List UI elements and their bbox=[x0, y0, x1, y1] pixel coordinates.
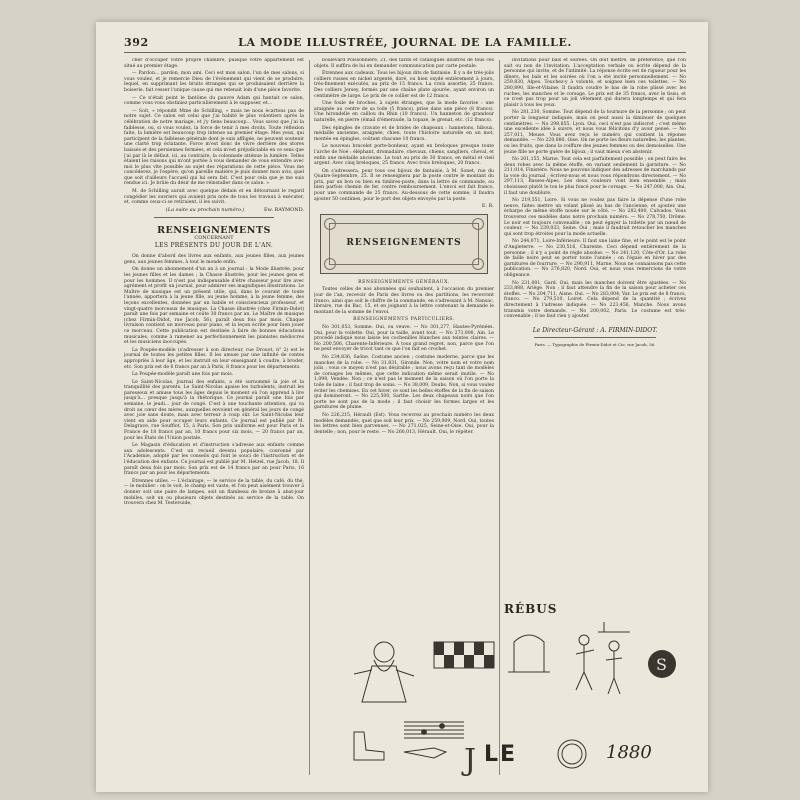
paragraph: On donne d'abord des livres aux enfants, aux jeunes filles, aux jeunes gens, aux jeunes femmes, à tout le monde enfin. bbox=[124, 254, 304, 265]
paragraph: No 234,836, Saône. Costume ancien ; costume moderne, parce que les manches de la robe. — No 31,831, Gironde. Non, votre nom et votre nom jolis ; vous ce moyen n'est pas désirable ; nous avons reçu tant de modèles de corsages les mêmes, que cette indication même serait inutile. — No 1,098, Vendée. Non ; ce n'est pas le moment de la saison où l'on porte la toile de laine ; il faut trop de soins. — No 38,009, Doubs. Non, si vous voulez éviter les chemises. En cet hiver, ce sont les belles étoffes de la fin de saison qui domineront. — No 225,500, Sarthe. Les deux chapeaux noirs que l'on porte ne sont pas de la mode ; il faut choisir les formes larges et les garnitures de plume. bbox=[314, 354, 494, 411]
medallion-icon bbox=[558, 740, 586, 768]
journal-title: LA MODE ILLUSTRÉE, JOURNAL DE LA FAMILLE. bbox=[238, 36, 572, 49]
page-number: 392 bbox=[124, 36, 149, 49]
paragraph: Des épingles de cravate et de brides de chapeaux : hannetons, hiboux, médaille ancienne, araignée, chien, toute l'histoire naturelle en un mot, montée en épingles, coûtant chacune 10 francs. bbox=[314, 125, 494, 142]
paragraph: No 301,053, Somme. Oui, ou veuve. — No 301,277, Hautes-Pyrénées. Oui, pour la voilette. Oui, pour la taille, avant tout. — No 273,000, Ain. Le procédé indiqué nous laisse les cochenilles blanches aux teintes claires. — No 200,506, Charente-Inférieure. À tous grand regret, non, parce que l'on ne peut envoyer de tricot tant ce que l'on fait en crochet. bbox=[314, 325, 494, 353]
rebus-year-text: 1880 bbox=[606, 742, 652, 763]
plate-title: RENSEIGNEMENTS bbox=[346, 238, 462, 249]
newspaper-page bbox=[96, 22, 708, 792]
rebus-puzzle bbox=[314, 602, 686, 782]
hand-icon bbox=[404, 748, 446, 758]
paragraph: No 231,001, Gard. Oui, mais les manches doivent être ajustées. — No 233,888, Ariège. Non ; il faut attendre la fin de la saison pour acheter ces étoffes. — No 204,711, Aisne. Oui. — No 283,004, Var. Le prix est de 8 francs, franco. — No 279,510, Loiret. Cela dépend de la quantité ; écrivez directement à l'adresse indiquée. — No 223,456, Manche. Nous avons transmis votre demande. — No 200,002, Paris. Le costume est très-convenable ; il ne faut rien y ajouter. bbox=[504, 280, 686, 320]
musical-staff-icon bbox=[404, 722, 464, 738]
paragraph: Le Magasin d'éducation et d'instruction s'adresse aux enfants comme aux adolescents. C'est un recueil devenu populaire, couronné par l'Académie, adopté par les conseils qui font le souci de l'instruction et de l'éducation des enfants. Ce journal est publié par M. Hetzel, rue Jacob, 18. Il paraît deux fois par mois. Son prix est de 14 francs par an pour Paris, 16 francs par an pour les départements. bbox=[124, 443, 304, 477]
foot-icon bbox=[354, 732, 384, 760]
plate-frame bbox=[329, 223, 479, 265]
paragraph: Toutes celles de nos abonnées qui souhaitent, à l'occasion du premier jour de l'an, recevoir de Paris des livres ou des partitions, les recevront franco, ainsi que soit le chiffre de la commande, en s'adressant à M. Nansac, libraire, rue du Bac, 15, et en joignant à la lettre contenant la demande le montant de la somme de l'envoi. bbox=[314, 287, 494, 315]
paragraph: invitations pour bals et soirées. On doit mettre, de préférence, que l'on sait ou non de l'invitation. L'acceptation verbale ou écrite dépend de la personne qui invite, et de l'intimité. La réponse écrite est de rigueur pour les dîners, les bals et les soirées où l'on a été invité personnellement. — No 259,830, Alpes. Touchez-y à volonté, et soignez bien ces toilettes. — No 280,890, Ille-et-Vilaine. Il faudra coudre le bas de la robe plissé avec les ruches, les manches et le corsage. Le prix est de 35 francs, avec le tissu, et ce n'est pas trop pour un joli vêtement qui durera longtemps et qui fera plaisir à tous les yeux. bbox=[504, 58, 686, 108]
paragraph: Étrennes aux cadeaux. Tous les bijoux dits de fantaisie. Il y a de très-jolis colliers russes en nickel argenté, doré, ou bien oxydé entièrement à jours, très-finement exécutés, au prix de 15 francs. La croix assortie, 25 francs. Des colliers Jersey, formés par une chaîne plate ajourée, ayant environ un centimètre de large. Le prix de ce collier est de 12 francs. bbox=[314, 71, 494, 99]
director-signature: Le Directeur-Gérant : A. FIRMIN-DIDOT. bbox=[532, 326, 658, 334]
workers-figure bbox=[576, 622, 630, 694]
paragraph: On s'adressera, pour tous ces bijoux de fantaisie, à M. Sonet, rue du Quatre-Septembre, 25. Il se renseignera par la poste contre le montant du prix, par un bon ou bien en timbres-poste, dans la lettre de commande, ou bien parfois chemin de fer, contre remboursement. L'envoi est fait franco, pour une commande de 25 francs. Au-dessous de cette somme, il faudra ajouter 50 centimes, pour le port des objets envoyés par la poste. bbox=[314, 168, 494, 202]
divider bbox=[154, 217, 274, 218]
paragraph: Étrennes utiles. — L'éclairage, — le service de la table, du café, du thé, — le mobilier : on le voit, le champ est vaste, et l'on peut aisément trouver à donner soit une paire de lampes, soit un flambeau de bronze à abat-jour mobiles, soit un ou plusieurs objets destinés au service de la table. On trouvera chez M. Testevuide, bbox=[124, 478, 304, 507]
svg-text:J: J bbox=[464, 743, 477, 778]
arch-icon bbox=[508, 635, 550, 672]
paragraph: Le nouveau bracelet porte-bonheur, ayant en breloques presque toute l'arche de Noé : éléphant, dromadaire, chevaux, chiens, sangliers, cheval, et enfin une médaille ancienne. Le tout au prix de 30 francs, en métal et vieil argent. Avec cinq breloques, 25 francs. Avec trois breloques, 20 francs. bbox=[314, 144, 494, 167]
paragraph: — Soit, » répondit Mme de Schilling, « mais ne nous écartons pas de notre sujet. Ce salon est celui que j'ai habité le plus volontiers après la célébration de notre mariage, et j'y tiens beaucoup... Vous savez que j'ai la faiblesse, ou, si vous voulez, la force de tenir à mes droits. Toute réflexion faite, la lumière est beaucoup trop intense au premier étage. Mes yeux, qui participent de la faiblesse générale dont je suis affligée, ne peuvent soutenir une clarté trop éclatante. Force m'est donc de vivre derrière des stores baissés et des persiennes fermées, et cela m'est préjudiciable en ce sens que j'ai par là le défaut, ici, au contraire, la colonnade atténue la lumière. Telles étaient les raisons qui m'ont portée à vous demander de vous entendre avec moi le plus vite possible au sujet des réparations de cette pièce. Vous me concéderez, je l'espère, qu'on pareille matière je puis donner mon avis, quel que soit d'ailleurs l'accueil qui lui sera fait. C'est pour cela que je me suis rendue ici. Je brûle du désir de me réinstaller dans ce salon. » bbox=[124, 108, 304, 187]
story-byline bbox=[124, 208, 304, 214]
rebus-le-text: LE bbox=[484, 742, 518, 767]
paragraph: No 219,551, Loire. Si vous ne voulez pas faire la dépense d'une robe neuve, faites mettre un volant plissé au bas de l'ancienne, et ajoutez une écharpe de même étoffe nouée sur le côté. — No 282,400, Calvados. Vous trouverez ces modèles dans notre prochain numéro. — No 278,750, Drôme. Le noir est toujours convenable ; on peut égayer la toilette par un nœud de couleur. — No 239,033, Seine. Oui ; mais il faudrait retoucher les manches qui sont trop étroites pour la mode actuelle. bbox=[504, 198, 686, 237]
paragraph: No 226,215, Hérault (Est). Vous recevrez au prochain numéro les deux modèles demandés, quel que soit leur prix. — No 259,009, Nord. Oui, toutes les lettres sont bien parvenues. — No 271,025, Seine-et-Oise. Oui, pour la dentelle ; non, pour le reste. — No 260,013, Hérault. Oui, le répéter. bbox=[314, 412, 494, 435]
column-left bbox=[124, 58, 304, 778]
initials: E. R. bbox=[481, 203, 494, 210]
paragraph: La Poupée-modèle paraît une fois par mois. bbox=[132, 372, 234, 378]
paragraph: Une foule de broches, à sujets étranges, que la mode favorise : une araignée au centre de sa toile (5 francs), prise dans une pièce (8 francs). Une hirondelle en caillou du Rhin (10 francs). Un hanneton de grandeur naturelle, en pierre (émail d'émeraude, la topaze, le grenat, etc. (12 francs). bbox=[314, 101, 494, 123]
column-rule bbox=[309, 60, 310, 775]
author-name: Ew. RAYMOND. bbox=[263, 206, 304, 213]
bearded-man-figure bbox=[354, 642, 414, 702]
continuation-note: (La suite au prochain numéro.) bbox=[165, 206, 245, 213]
printer-imprint: Paris. — Typographie de Firmin-Didot et Cie, rue Jacob, 56. bbox=[534, 342, 656, 348]
paragraph: M. de Schilling aurait avec quelque dédain et en détournant le regard congédier les ouvriers qui avaient pris note de tous les travaux à exécuter, et, comme ceux-ci se retiraient, il les suivit. bbox=[124, 189, 304, 206]
letter-j-icon bbox=[461, 743, 476, 778]
paragraph: No 281,230, Somme. Tout dépend de la tournure de la personne ; on peut porter la longueur indiquée, mais on peut aussi la diminuer de quelques centimètres. — No 298,855, Lyon. Oui, ceci n'est pas indiscret ; c'est même une excellente idée à suivre, et nous vous félicitons d'y avoir pensé. — No 257,011, Meuse. Vous avez reçu le numéro qui contient la réponse demandée. — No 220,880, Oise. On ne porte les fleurs naturelles, les plantes, ou les fruits, que dans la coiffure des jeunes femmes ou des demoiselles. Une jeune fille ne porte guère de bijoux ; il vaut mieux s'en abstenir. bbox=[504, 110, 686, 155]
paragraph: boulevard Poissonnière, 21, des tarifs et catalogues illustrés de tous ces objets. Il suffira de lui en demander communication par carte postale. bbox=[314, 58, 494, 69]
paragraph: No 244,071, Loire-Inférieure. Il faut une laine fine, et le point est le point d'Angleterre. — No 230,516, Charente. Ceci dépend entièrement de la personne ; il n'y a point de règle absolue. — No 241,120, Côte-d'Or. La robe de faille noire peut se porter toute l'année ; on l'égaie en hiver par des garnitures de fourrure. — No 290,911, Marne. Nous ne connaissons pas cette publication. — No 276,820, Nord. Oui, et nous vous remercions de votre obligeance. bbox=[504, 239, 686, 278]
section-subheading: CONCERNANT bbox=[194, 235, 234, 242]
subsection-heading: RENSEIGNEMENTS PARTICULIERS. bbox=[353, 317, 455, 323]
section-heading: RENSEIGNEMENTS bbox=[157, 225, 271, 237]
checkerboard-icon bbox=[434, 642, 494, 668]
renseignements-plate bbox=[320, 214, 488, 274]
divider bbox=[534, 337, 656, 338]
svg-text:S: S bbox=[656, 655, 667, 674]
paragraph: — Pardon... pardon, mon ami. Ceci est mon salon, l'un de mes salons, si vous voulez, et je remercie Dieu de l'événement qui vient de se produire, lequel, en supprimant les bruits étranges qui se produisaient derrière la boiserie, fait cesser l'unique cause qui me retenait loin d'une pièce favorite. bbox=[124, 71, 304, 93]
paragraph: No 201,155, Marne. Tout cela est parfaitement possible ; on peut faire les deux robes avec la même étoffe, en variant seulement la garniture. — No 211,014, Finistère. Nous ne pouvons indiquer des adresses de marchands par la voie du journal ; écrivez-nous et nous vous répondrons directement. — No 297,113, Basses-Alpes. Les deux couleurs vont bien ensemble ; mais choisissez plutôt le ton le plus foncé pour le corsage. — No 247,000, Ain. Oui, il faut une doublure. bbox=[504, 157, 686, 196]
section-subheading-2: LES PRÉSENTS DU JOUR DE L'AN. bbox=[154, 241, 274, 249]
rebus-title: RÉBUS bbox=[504, 602, 558, 616]
paragraph: — Ce n'était point le fantôme du pauvre Adam qui hantait ce salon, comme vous vous obstiniez particulièrement à le supposer, et... bbox=[124, 95, 304, 107]
paragraph: cher d'occuper votre propre chambre, puisque votre appartement est situé au premier étage. bbox=[124, 58, 304, 69]
letter-s-icon bbox=[648, 650, 676, 678]
masthead bbox=[124, 36, 686, 53]
subsection-heading: RENSEIGNEMENTS GÉNÉRAUX. bbox=[358, 279, 450, 285]
paragraph: On donne un abonnement d'un an à un journal : la Mode illustrée, pour les jeunes filles et les dames ; la Chasse illustrée, pour les jeunes gens et pour les hommes. Il n'est pas indispensable d'être chasseur pour lire avec agrément et profit un journal, pour admirer ses magnifiques illustrations. Le Maître de musique est un présent utile, qui, dans le courant de toute l'année, apportera à la jeune fille, au jeune homme, à la jeune femme, des leçons excellentes, données par un habile et consciencieux professeur, et vingt-quatre morceaux de musique. La Chasse illustrée (chez Firmin-Didot) paraît une fois par semaine et coûte 30 francs par an. Le Maître de musique (chez Firmin-Didot, rue Jacob, 56), paraît deux fois par mois. Chaque livraison contient un morceau pour piano, et la leçon écrite pour bien jouer ce morceau. Cette publication est destinée à faire de bonnes éducations musicales, comme à ramener au perfectionnement les pianistes médiocres et les musiciens inoccupés. bbox=[124, 267, 304, 346]
paragraph: La Poupée-modèle (s'adresser à son directeur, rue Drouot, n° 2) est le journal de toutes les petites filles. Il les amuse par une infinité de contes appropriés à leur âge, et les instruit en leur enseignant à coudre, à broder, etc. Son prix est de 6 francs par an à Paris, 8 francs pour les départements. bbox=[124, 347, 304, 370]
paragraph: Le Saint-Nicolas, journal des enfants, a été surnommé la joie et la tranquillité des parents. Le Saint-Nicolas apaise les turbulents, instruit les paresseux et amuse tous les âges depuis le moment où l'on apprend à lire jusqu'à... presque jusqu'à la rhétorique. Ce journal paraît une fois par semaine, le jeudi... jour de congé. C'est à une touchante attention, qui va droit au cœur des mères, auxquelles envoient en général les jours de congé avec joie sans doute, mais avec terreur à coup sûr. Le Saint-Nicolas leur vient en aide pour occuper leurs enfants. Ce journal est publié par M. Delagrave, rue Soufflot, 15, à Paris. Son prix uniforme est pour Paris et la France de 18 francs par an, 10 francs pour six mois, — 20 francs par an, pour les États de l'Union postale. bbox=[124, 379, 304, 441]
